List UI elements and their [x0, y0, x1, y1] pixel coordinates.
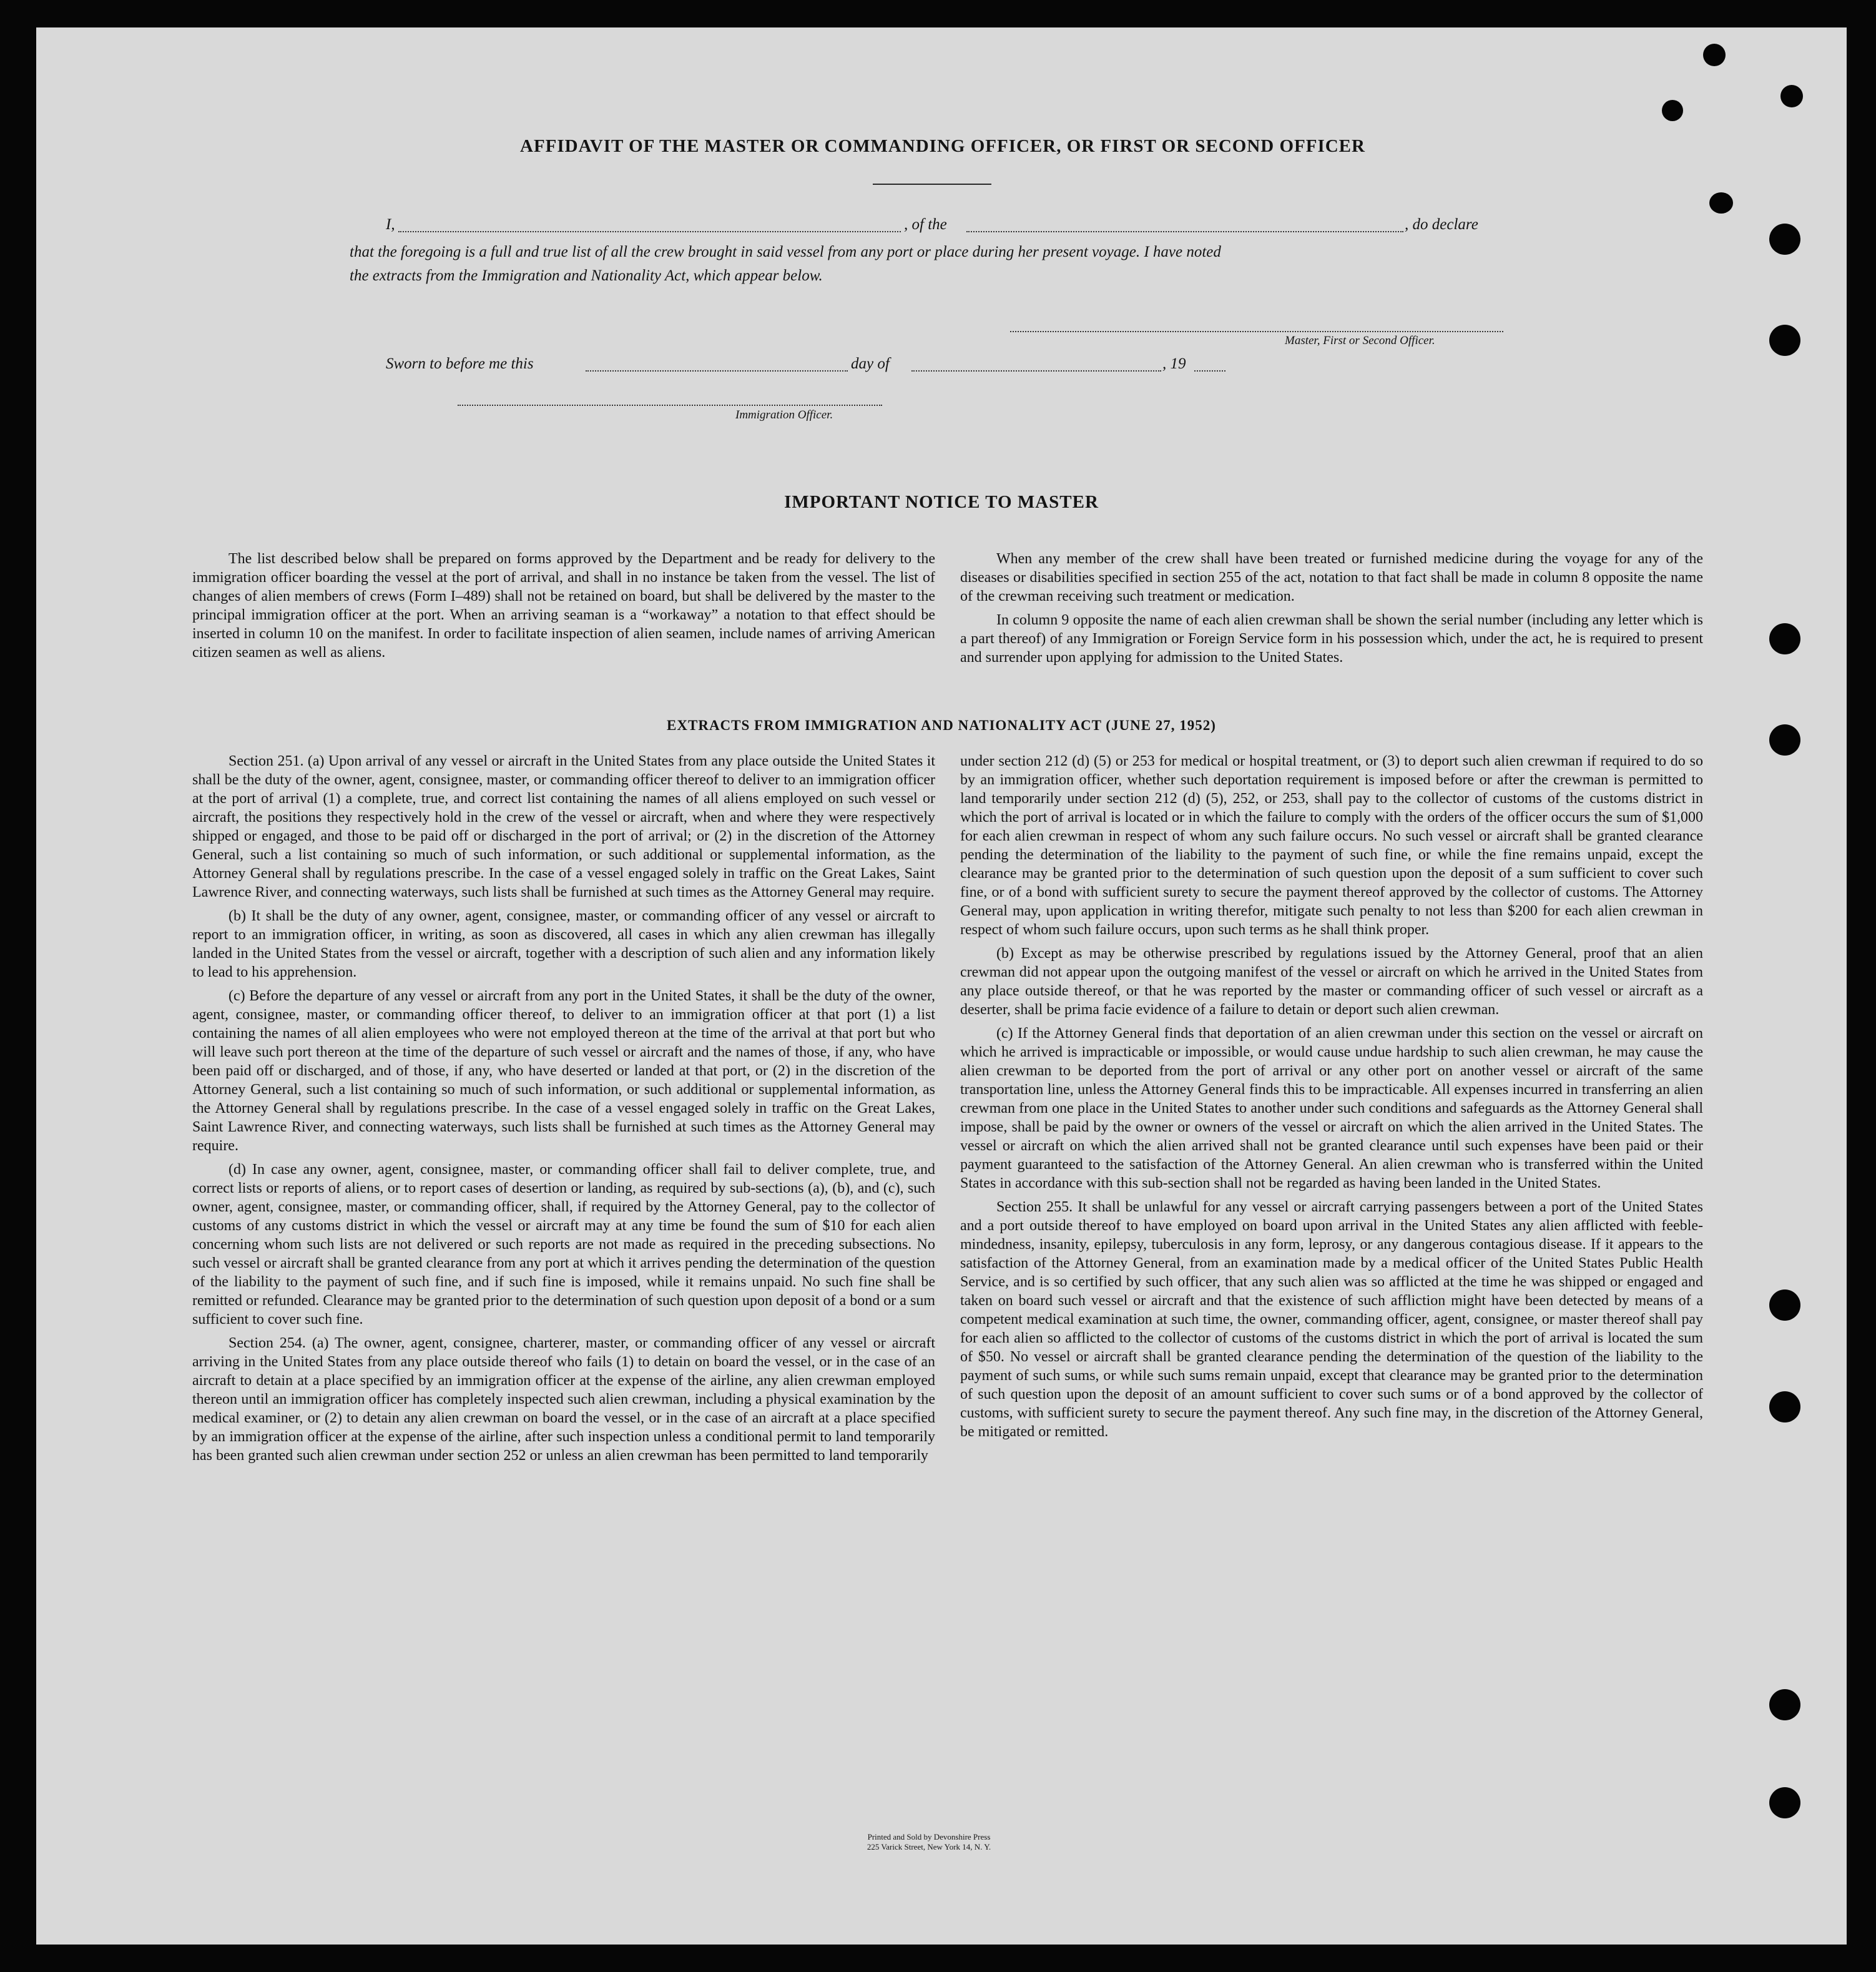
notice-left: [192, 550, 935, 667]
punch-hole: [1769, 1787, 1800, 1818]
punch-hole: [1769, 1391, 1800, 1422]
notice-title: IMPORTANT NOTICE TO MASTER: [784, 492, 1099, 512]
section-251d: (d) In case any owner, agent, consignee, master, or commanding officer shall fail to deliver complete, true, and correct lists or reports of aliens, or to report cases of desertion or landing, as required by sub-sections (a), (b), and (c), such owner, agent, consignee, master, or commanding officer, shall, if required by the Attorney General, pay to the collector of customs of any customs district in which the vessel or aircraft may at any time be found the sum of $10 for each alien concerning whom such lists are not delivered or such reports are not made as required in the preceding subsections. No such vessel or aircraft shall be granted clearance from any port at which it arrives pending the determination of the question of the liability to the payment of such fine, and if such fine is imposed, while it remains unpaid. No such fine shall be remitted or refunded. Clearance may be granted prior to the determination of such question upon deposit of a bond or a sum sufficient to cover such fine.: [192, 1161, 935, 1328]
day-of-label: day of: [851, 355, 890, 372]
punch-hole: [1769, 224, 1800, 255]
notice-right: [960, 550, 1703, 672]
printer-imprint: [798, 1832, 1060, 1852]
of-the-label: , of the: [904, 216, 947, 233]
section-254c: (c) If the Attorney General finds that deportation of an alien crewman under this section on the vessel or aircraft on which he arrived is impracticable or impossible, or would cause undue hardship to such alien crewman, he may cause the alien crewman to be deported from the port of arrival or any other port on another vessel or aircraft of the same transportation line, unless the Attorney General finds this to be impracticable. All expenses incurred in transferring an alien crewman from one place in the United States to another under such conditions and safeguards as the Attorney General shall impose, shall be paid by the owner or owners of the vessel or aircraft on which the alien arrived in the United States. The vessel or aircraft on which the alien arrived shall not be granted clearance until such expenses have been paid or their payment guaranteed to the satisfaction of the Attorney General. An alien crewman who is transferred within the United States in accordance with this sub-section shall not be regarded as having been landed in the United States.: [960, 1025, 1703, 1191]
extracts-title: EXTRACTS FROM IMMIGRATION AND NATIONALITY ACT (JUNE 27, 1952): [667, 717, 1216, 733]
sworn-day-field[interactable]: [586, 370, 848, 372]
section-251c: (c) Before the departure of any vessel or aircraft from any port in the United States, it shall be the duty of the owner, agent, consignee, master, or commanding officer thereof, to deliver to an immigration officer at that port (1) a list containing the names of all alien employees who were not employed thereon at the time of the arrival at that port but who will leave such port thereon at the time of the departure of such vessel or aircraft and the names of those, if any, who have been paid off or discharged, and of those, if any, who have deserted or landed at that port, or (2) in the discretion of the Attorney General, such a list containing so much of such information, or such additional or supplemental information, as the Attorney General shall by regulations prescribe. In the case of a vessel engaged solely in traffic on the Great Lakes, Saint Lawrence River, and connecting waterways, such lists shall be furnished at such times as the Attorney General may require.: [192, 988, 935, 1154]
extracts-left-column: [192, 752, 935, 1470]
punch-hole: [1769, 1689, 1800, 1720]
master-caption: Master, First or Second Officer.: [1285, 334, 1435, 347]
immigration-signature-field[interactable]: [458, 405, 882, 406]
punch-hole: [1769, 325, 1800, 356]
title-divider: [873, 184, 991, 185]
affidavit-title: AFFIDAVIT OF THE MASTER OR COMMANDING OFFICER, OR FIRST OR SECOND OFFICER: [520, 136, 1365, 156]
vessel-field[interactable]: [966, 231, 1403, 232]
punch-hole: [1709, 192, 1733, 214]
section-254a: Section 254. (a) The owner, agent, consignee, charterer, master, or commanding officer of any vessel or aircraft arriving in the United States from any place outside thereof who fails (1) to detain on board the vessel, or in the case of an aircraft to detain at a place specified by an immigration officer at the expense of the airline, any alien crewman employed thereon until an immigration officer has completely inspected such alien crewman, including a physical examination by the medical examiner, or (2) to detain any alien crewman on board the vessel, or in the case of an aircraft at a place specified by an immigration officer at the expense of the airline, after such inspection unless a conditional permit to land temporarily has been granted such alien crewman under section 252 or unless an alien crewman has been permitted to land temporarily: [192, 1335, 935, 1464]
sworn-month-field[interactable]: [911, 370, 1161, 372]
sworn-label: Sworn to before me this: [386, 355, 534, 372]
section-254b: (b) Except as may be otherwise prescribed by regulations issued by the Attorney General, proof that an alien crewman did not appear upon the outgoing manifest of the vessel or aircraft on which he arrived in the United States from any place outside thereof, or that he was reported by the master or commanding officer of such vessel or aircraft as a deserter, shall be prima facie evidence of a failure to detain or deport such alien crewman.: [960, 945, 1703, 1018]
notice-right-p2: In column 9 opposite the name of each alien crewman shall be shown the serial number (including any letter which is a part thereof) of any Immigration or Foreign Service form in his possession which, under the act, he is required to present and surrender upon applying for admission to the United States.: [960, 612, 1703, 666]
section-251b: (b) It shall be the duty of any owner, agent, consignee, master, or commanding officer of any vessel or aircraft to report to an immigration officer, in writing, as soon as discovered, all cases in which any alien crewman has illegally landed in the United States from the vessel or aircraft, together with a description of such alien and any information likely to lead to his apprehension.: [192, 908, 935, 980]
section-255: Section 255. It shall be unlawful for any vessel or aircraft carrying passengers between a port of the United States and a port outside thereof to have employed on board upon arrival in the United States any alien afflicted with feeble-mindedness, insanity, epilepsy, tuberculosis in any form, leprosy, or any dangerous contagious disease. If it appears to the satisfaction of the Attorney General, from an examination made by a medical officer of the United States Public Health Service, and is so certified by such officer, that any such alien was so afflicted at the time he was shipped or engaged and taken on board such vessel or aircraft and that the existence of such affliction might have been detected by means of a competent medical examination at such time, the owner, commanding officer, agent, consignee, or master thereof shall pay for each alien so afflicted to the collector of customs of the customs district in which the port of arrival is located the sum of $50. No vessel or aircraft shall be granted clearance pending the determination of the question of the liability to the payment of such sums, or while such sums remain unpaid, except that clearance may be granted prior to the determination of such question upon the deposit of an amount sufficient to cover such sums or of a bond approved by the collector of customs, with sufficient surety to secure the payment thereof. Any such fine may, in the discretion of the Attorney General, be mitigated or remitted.: [960, 1199, 1703, 1440]
notice-right-p1: When any member of the crew shall have been treated or furnished medicine during the voyage for any of the diseases or disabilities specified in section 255 of the act, notation to that fact shall be made in column 8 opposite the name of the crewman receiving such treatment or medication.: [960, 551, 1703, 604]
punch-hole: [1703, 44, 1726, 66]
master-signature-field[interactable]: [1010, 331, 1503, 332]
punch-hole: [1769, 1289, 1800, 1321]
section-251a: Section 251. (a) Upon arrival of any vessel or aircraft in the United States from any place outside the United States it shall be the duty of the owner, agent, consignee, master, or commanding officer thereof to deliver to an immigration officer at the port of arrival (1) a complete, true, and correct list containing the names of all aliens employed on such vessel or aircraft, the positions they respectively hold in the crew of the vessel or aircraft, when and where they were respectively shipped or engaged, and those to be paid off or discharged in the port of arrival; or (2) in the discretion of the Attorney General, such a list containing so much of such information, or such additional or supplemental information, as the Attorney General shall by regulations prescribe. In the case of a vessel engaged solely in traffic on the Great Lakes, Saint Lawrence River, and connecting waterways, such lists shall be furnished at such times as the Attorney General may require.: [192, 753, 935, 900]
do-declare-label: , do declare: [1405, 216, 1478, 233]
section-254a-cont: under section 212 (d) (5) or 253 for medical or hospital treatment, or (3) to deport such alien crewman if required to do so by an immigration officer, whether such deportation requirement is imposed before or after the crewman is permitted to land temporarily under section 212 (d) (5), 252, or 253, shall pay to the collector of customs of the customs district in which the port of arrival is located or in which the failure to comply with the orders of the officer occurs the sum of $1,000 for each alien crewman in respect of whom any such failure occurs. No such vessel or aircraft shall be granted clearance pending the determination of the liability to the payment of such fine, or while the fine remains unpaid, except the clearance may be granted prior to the determination of such question upon the deposit of a sum sufficient to cover such fine, or of a bond with sufficient surety to secure the payment thereof approved by the collector of customs. The Attorney General may, upon application in writing therefor, mitigate such penalty to not less than $200 for each alien crewman in respect of whom such failure occurs, upon such terms as he shall think proper.: [960, 753, 1703, 938]
notice-left-text: The list described below shall be prepared on forms approved by the Department and be ready for delivery to the immigration officer boarding the vessel at the port of arrival, and shall in no instance be taken from the vessel. The list of changes of alien members of crews (Form I–489) shall not be retained on board, but shall be delivered by the master to the principal immigration officer at the port. When an arriving seaman is a “workaway” a notation to that effect should be inserted in column 10 on the manifest. In order to facilitate inspection of alien seamen, include names of arriving American citizen seamen as well as aliens.: [192, 551, 935, 661]
punch-hole: [1662, 100, 1683, 121]
i-label: I,: [386, 216, 395, 233]
document-page: [36, 27, 1847, 1945]
printer-line-2: 225 Varick Street, New York 14, N. Y.: [867, 1842, 991, 1851]
printer-line-1: Printed and Sold by Devonshire Press: [867, 1832, 991, 1841]
declaration-line-2: the extracts from the Immigration and Nationality Act, which appear below.: [350, 267, 823, 284]
declaration-line-1: that the foregoing is a full and true list of all the crew brought in said vessel from any port or place during her present voyage. I have noted: [350, 244, 1221, 260]
name-field[interactable]: [398, 231, 901, 232]
punch-hole: [1769, 623, 1800, 654]
punch-hole: [1780, 85, 1803, 107]
extracts-right-column: [960, 752, 1703, 1446]
punch-hole: [1769, 724, 1800, 756]
year-label: , 19: [1162, 355, 1186, 372]
sworn-year-field[interactable]: [1194, 370, 1225, 372]
immigration-caption: Immigration Officer.: [735, 408, 833, 422]
